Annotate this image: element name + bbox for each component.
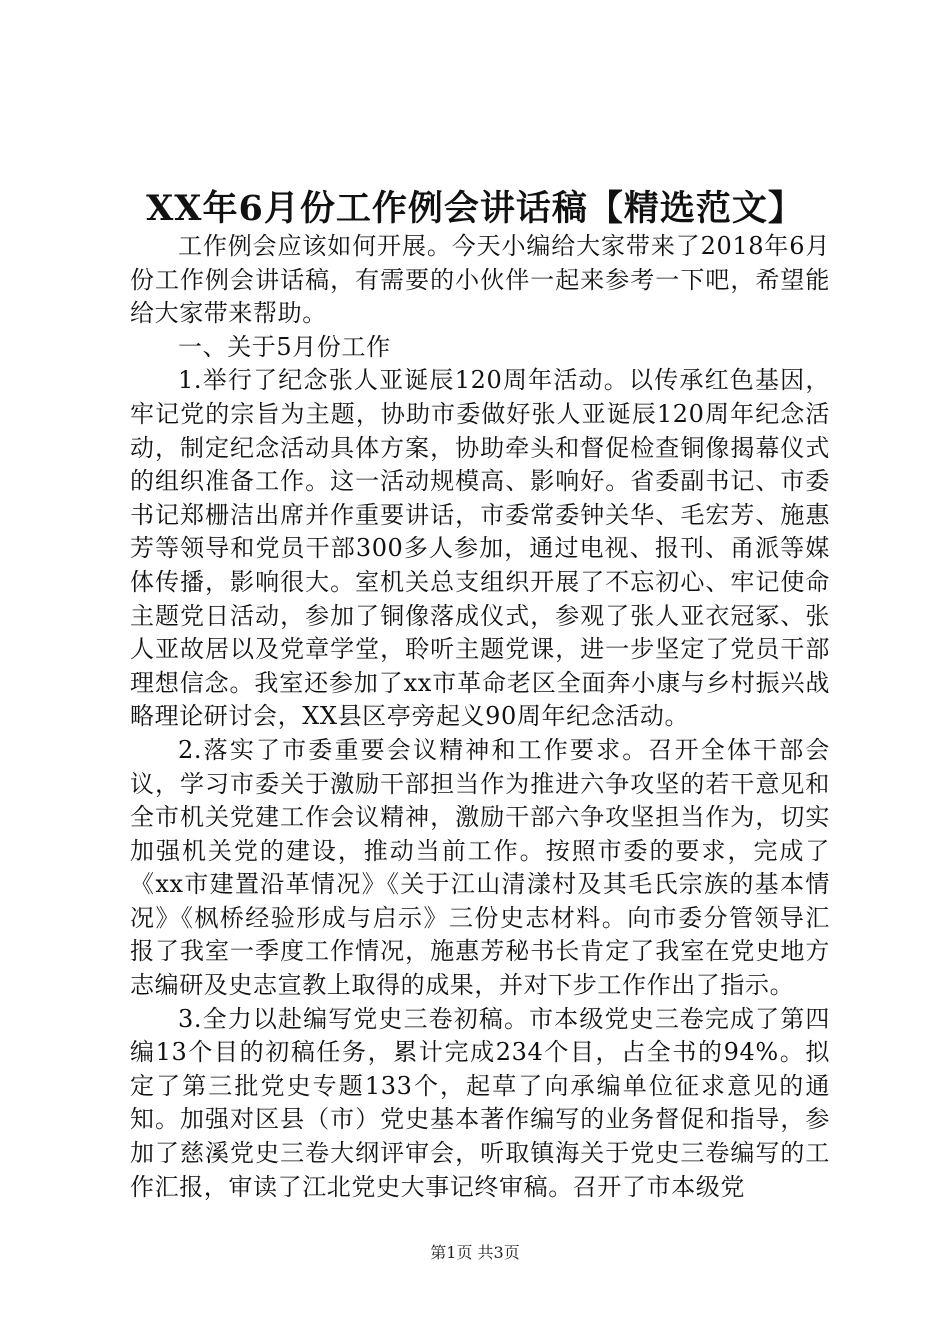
paragraph-item-3: 3.全力以赴编写党史三卷初稿。市本级党史三卷完成了第四编13个目的初稿任务，累计完成234个目，占全书的94%。拟定了第三批党史专题133个，起草了向承编单位征求意见的通知。加强对区县（市）党史基本著作编写的业务督促和指导，参加了慈溪党史三卷大纲评审会，听取镇海关于党史三卷编写的工作汇报，审读了江北党史大事记终审稿。召开了市本级党 <box>130 1004 830 1201</box>
document-title: XX年6月份工作例会讲话稿【精选范文】 <box>146 188 804 229</box>
section-heading: 一、关于5月份工作 <box>178 332 391 361</box>
paragraph-item-1: 1.举行了纪念张人亚诞辰120周年活动。以传承红色基因，牢记党的宗旨为主题，协助市委做好张人亚诞辰120周年纪念活动，制定纪念活动具体方案，协助牵头和督促检查铜像揭幕仪式的组织准备工作。这一活动规模高、影响好。省委副书记、市委书记郑栅洁出席并作重要讲话，市委常委钟关华、毛宏芳、施惠芳等领导和党员干部300多人参加，通过电视、报刊、甬派等媒体传播，影响很大。室机关总支组织开展了不忘初心、牢记使命主题党日活动，参加了铜像落成仪式，参观了张人亚衣冠冢、张人亚故居以及党章学堂，聆听主题党课，进一步坚定了党员干部理想信念。我室还参加了xx市革命老区全面奔小康与乡村振兴战略理论研讨会，XX县区亭旁起义90周年纪念活动。 <box>130 366 830 731</box>
document-body <box>130 230 830 1204</box>
page-footer: 第1页 共3页 <box>430 1243 520 1262</box>
paragraph-item-2: 2.落实了市委重要会议精神和工作要求。召开全体干部会议，学习市委关于激励干部担当作为推进六争攻坚的若干意见和全市机关党建工作会议精神，激励干部六争攻坚担当作为，切实加强机关党的建设，推动当前工作。按照市委的要求，完成了《xx市建置沿革情况》《关于江山清漾村及其毛氏宗族的基本情况》《枫桥经验形成与启示》三份史志材料。向市委分管领导汇报了我室一季度工作情况，施惠芳秘书长肯定了我室在党史地方志编研及史志宣教上取得的成果，并对下步工作作出了指示。 <box>130 735 830 1000</box>
intro-paragraph: 工作例会应该如何开展。今天小编给大家带来了2018年6月份工作例会讲话稿，有需要的小伙伴一起来参考一下吧，希望能给大家带来帮助。 <box>130 232 830 328</box>
